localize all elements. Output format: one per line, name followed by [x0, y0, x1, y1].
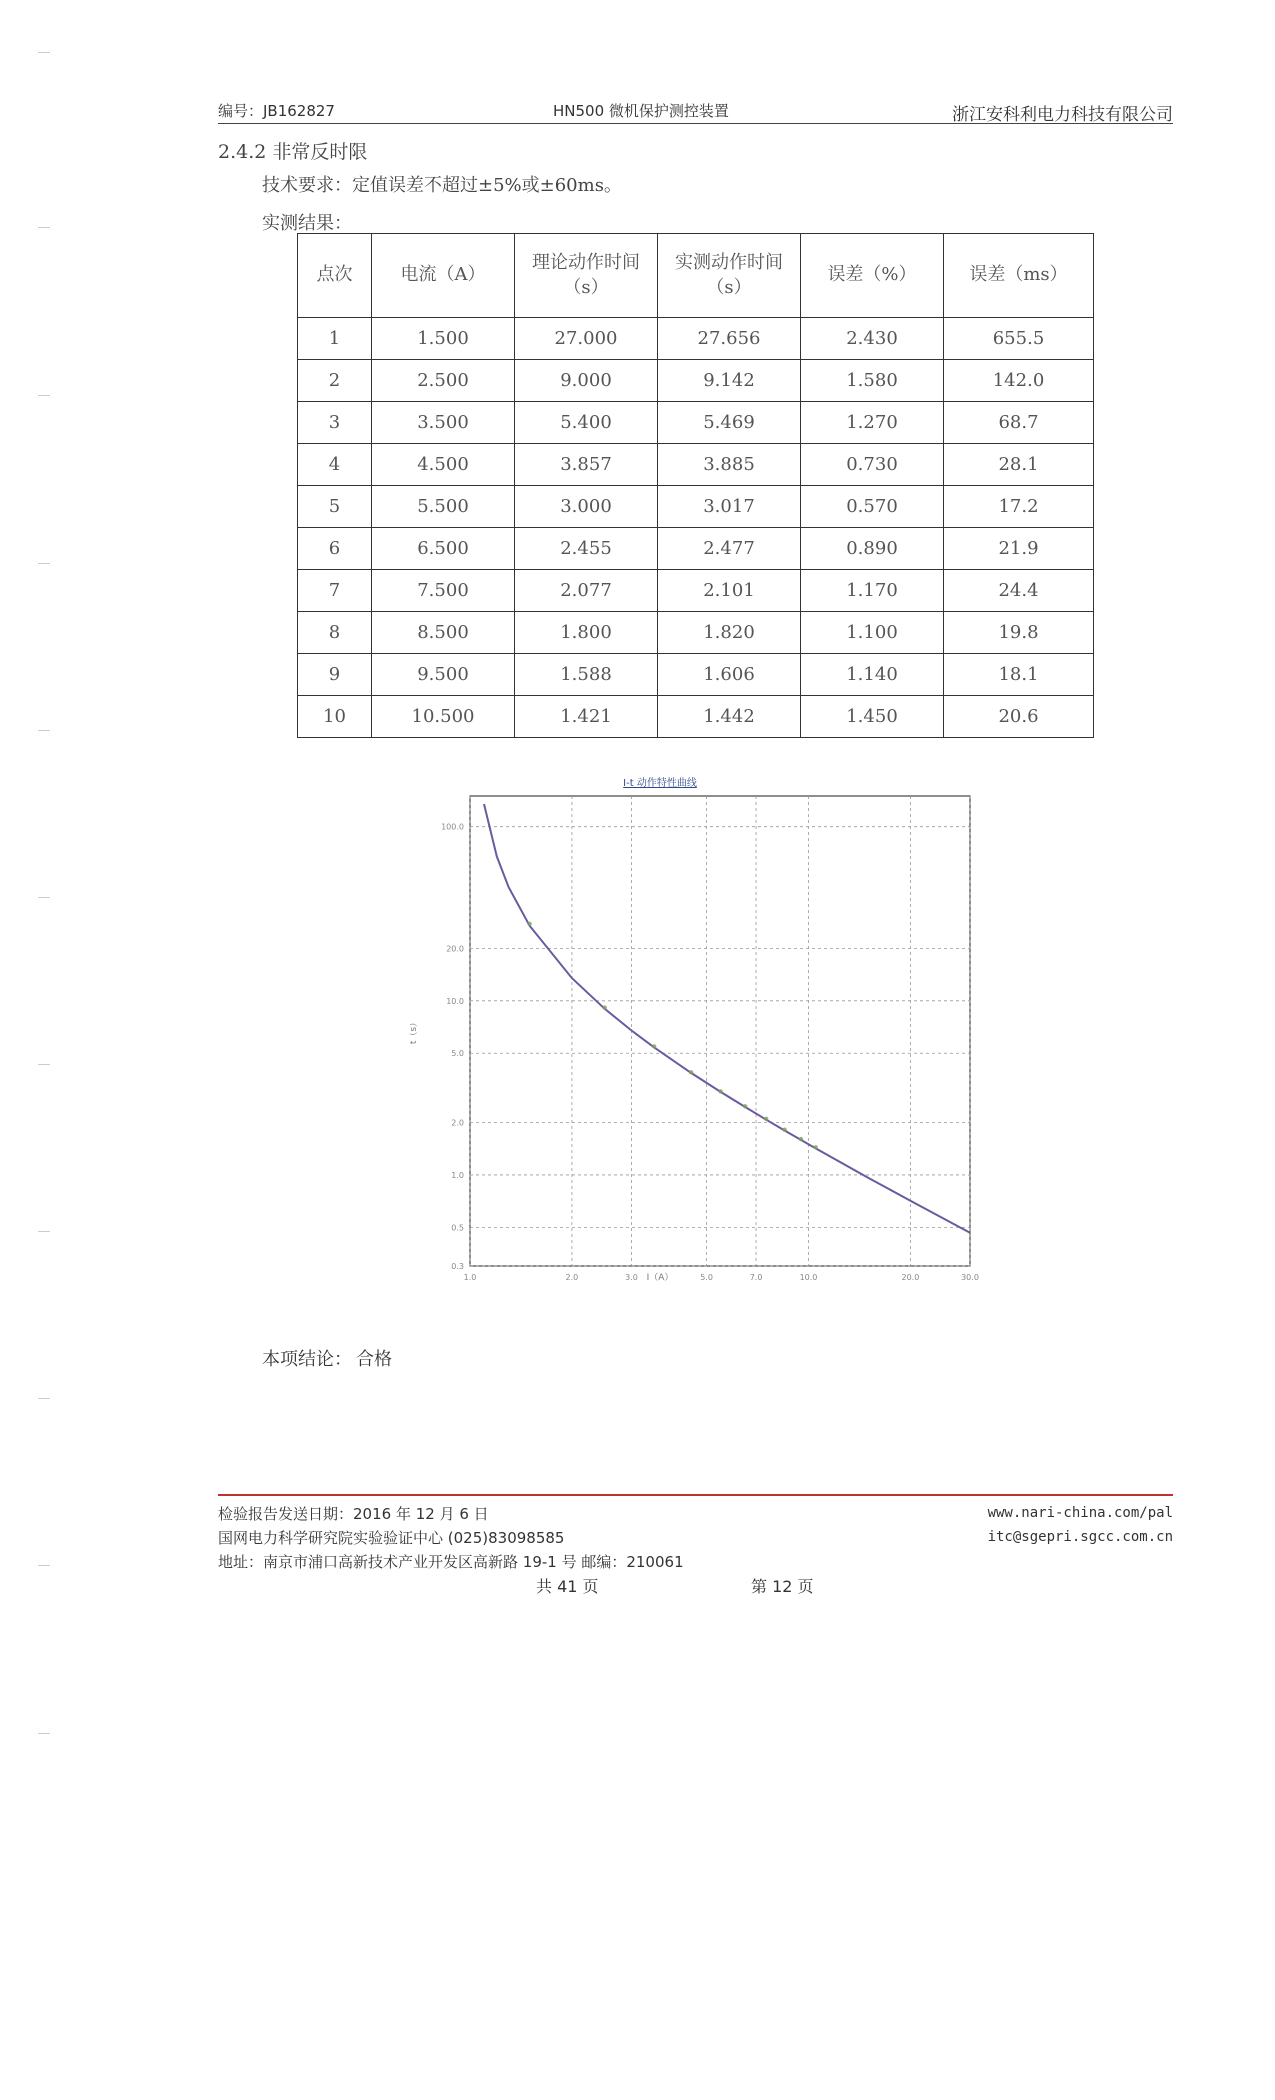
margin-mark — [38, 1565, 50, 1566]
y-tick-label: 0.5 — [451, 1223, 464, 1233]
x-tick-label: 20.0 — [901, 1273, 920, 1282]
cell: 28.1 — [944, 444, 1094, 486]
cell: 1.100 — [801, 612, 944, 654]
y-tick-label: 0.3 — [451, 1262, 464, 1271]
total-pages: 共 41 页 — [536, 1577, 599, 1596]
header-divider — [218, 123, 1173, 124]
table-row — [298, 612, 1094, 654]
measured-point — [689, 1070, 693, 1074]
cell: 0.570 — [801, 486, 944, 528]
cell: 2 — [298, 360, 372, 402]
table-row — [298, 696, 1094, 738]
measured-point — [743, 1104, 747, 1108]
footer-divider — [218, 1494, 1173, 1496]
cell: 6 — [298, 528, 372, 570]
margin-mark — [38, 563, 50, 564]
table-row — [298, 654, 1094, 696]
measured-point — [718, 1089, 722, 1093]
measured-point — [782, 1127, 786, 1131]
cell: 5.469 — [658, 402, 801, 444]
cell: 5.400 — [515, 402, 658, 444]
chart-svg — [410, 766, 980, 1336]
cell: 0.890 — [801, 528, 944, 570]
cell: 1.270 — [801, 402, 944, 444]
technical-requirement: 技术要求：定值误差不超过±5%或±60ms。 — [262, 175, 622, 196]
margin-mark — [38, 1064, 50, 1065]
theory-curve — [484, 804, 970, 1233]
y-tick-label: 5.0 — [451, 1049, 464, 1059]
y-tick-label: 1.0 — [451, 1170, 464, 1180]
footer-website: www.nari-china.com/pal — [987, 1505, 1173, 1521]
cell: 142.0 — [944, 360, 1094, 402]
cell: 19.8 — [944, 612, 1094, 654]
cell: 9.142 — [658, 360, 801, 402]
device-name: HN500 微机保护测控装置 — [553, 102, 729, 120]
cell: 1.800 — [515, 612, 658, 654]
cell: 10 — [298, 696, 372, 738]
chart-grid — [470, 796, 970, 1266]
table-row — [298, 486, 1094, 528]
margin-mark — [38, 395, 50, 396]
cell: 1.442 — [658, 696, 801, 738]
header-error-ms: 误差（ms） — [944, 234, 1094, 318]
measured-point — [652, 1044, 656, 1048]
cell: 1.588 — [515, 654, 658, 696]
cell: 10.500 — [372, 696, 515, 738]
table-row — [298, 570, 1094, 612]
conclusion-value: 合格 — [356, 1349, 392, 1370]
x-tick-label: 2.0 — [565, 1273, 579, 1282]
cell: 27.656 — [658, 318, 801, 360]
cell: 5.500 — [372, 486, 515, 528]
cell: 1.580 — [801, 360, 944, 402]
cell: 2.101 — [658, 570, 801, 612]
cell: 2.077 — [515, 570, 658, 612]
cell: 6.500 — [372, 528, 515, 570]
footer-email: itc@sgepri.sgcc.com.cn — [987, 1529, 1173, 1545]
cell: 3.857 — [515, 444, 658, 486]
cell: 1.500 — [372, 318, 515, 360]
cell: 1.421 — [515, 696, 658, 738]
footer-org: 国网电力科学研究院实验验证中心 (025)83098585 — [218, 1529, 565, 1547]
cell: 68.7 — [944, 402, 1094, 444]
company-name: 浙江安科利电力科技有限公司 — [952, 105, 1173, 125]
cell: 9 — [298, 654, 372, 696]
chart-x-label: I（A） — [646, 1273, 674, 1283]
x-tick-label: 5.0 — [700, 1273, 713, 1282]
x-tick-label: 3.0 — [625, 1273, 638, 1282]
header-measured-time: 实测动作时间（s） — [658, 234, 801, 318]
cell: 7 — [298, 570, 372, 612]
doc-number: 编号：JB162827 — [218, 102, 335, 120]
cell: 1.450 — [801, 696, 944, 738]
chart-ticks — [441, 823, 979, 1282]
cell: 20.6 — [944, 696, 1094, 738]
x-tick-label: 1.0 — [463, 1273, 477, 1282]
cell: 2.500 — [372, 360, 515, 402]
table-row — [298, 528, 1094, 570]
header-current: 电流（A） — [372, 234, 515, 318]
y-tick-label: 100.0 — [441, 822, 464, 832]
margin-mark — [38, 52, 50, 53]
cell: 2.455 — [515, 528, 658, 570]
table-row — [298, 402, 1094, 444]
margin-mark — [38, 1733, 50, 1734]
footer-address: 地址：南京市浦口高新技术产业开发区高新路 19-1 号 邮编：210061 — [218, 1553, 684, 1571]
cell: 8 — [298, 612, 372, 654]
cell: 2.477 — [658, 528, 801, 570]
cell: 3.000 — [515, 486, 658, 528]
margin-mark — [38, 1231, 50, 1232]
x-tick-label: 10.0 — [799, 1273, 818, 1282]
chart-y-label: t（s） — [410, 1017, 419, 1045]
measured-point — [799, 1137, 803, 1141]
cell: 655.5 — [944, 318, 1094, 360]
chart-title: I-t 动作特性曲线 — [623, 778, 697, 789]
y-tick-label: 2.0 — [451, 1118, 464, 1128]
measured-point — [764, 1117, 768, 1121]
cell: 27.000 — [515, 318, 658, 360]
cell: 3.885 — [658, 444, 801, 486]
cell: 3 — [298, 402, 372, 444]
y-tick-label: 10.0 — [446, 996, 464, 1006]
table-row — [298, 318, 1094, 360]
header-theory-time: 理论动作时间（s） — [515, 234, 658, 318]
cell: 2.430 — [801, 318, 944, 360]
footer-date: 检验报告发送日期：2016 年 12 月 6 日 — [218, 1505, 489, 1523]
cell: 3.500 — [372, 402, 515, 444]
cell: 1.820 — [658, 612, 801, 654]
cell: 1.606 — [658, 654, 801, 696]
cell: 7.500 — [372, 570, 515, 612]
table-row — [298, 444, 1094, 486]
result-label: 实测结果： — [262, 213, 352, 234]
characteristic-chart — [410, 766, 980, 1336]
measured-point — [813, 1145, 817, 1149]
cell: 17.2 — [944, 486, 1094, 528]
conclusion — [262, 1345, 392, 1371]
results-table — [297, 233, 1094, 738]
margin-mark — [38, 897, 50, 898]
margin-mark — [38, 1398, 50, 1399]
cell: 18.1 — [944, 654, 1094, 696]
conclusion-label: 本项结论： — [262, 1349, 352, 1370]
measured-points — [527, 922, 817, 1150]
cell: 0.730 — [801, 444, 944, 486]
x-tick-label: 30.0 — [961, 1273, 979, 1282]
y-tick-label: 20.0 — [446, 944, 464, 954]
header-error-pct: 误差（%） — [801, 234, 944, 318]
margin-mark — [38, 227, 50, 228]
cell: 4 — [298, 444, 372, 486]
cell: 1 — [298, 318, 372, 360]
cell: 8.500 — [372, 612, 515, 654]
cell: 4.500 — [372, 444, 515, 486]
measured-point — [603, 1005, 607, 1009]
cell: 9.000 — [515, 360, 658, 402]
cell: 9.500 — [372, 654, 515, 696]
plot-frame — [470, 796, 970, 1266]
measured-point — [527, 922, 531, 926]
header-point: 点次 — [298, 234, 372, 318]
cell: 5 — [298, 486, 372, 528]
page-header — [218, 100, 1173, 125]
section-title: 2.4.2 非常反时限 — [218, 141, 368, 163]
x-tick-label: 7.0 — [749, 1273, 763, 1282]
cell: 3.017 — [658, 486, 801, 528]
cell: 1.170 — [801, 570, 944, 612]
cell: 1.140 — [801, 654, 944, 696]
table-header-row — [298, 234, 1094, 318]
margin-mark — [38, 730, 50, 731]
cell: 24.4 — [944, 570, 1094, 612]
page-number: 第 12 页 — [751, 1577, 814, 1596]
cell: 21.9 — [944, 528, 1094, 570]
table-row — [298, 360, 1094, 402]
